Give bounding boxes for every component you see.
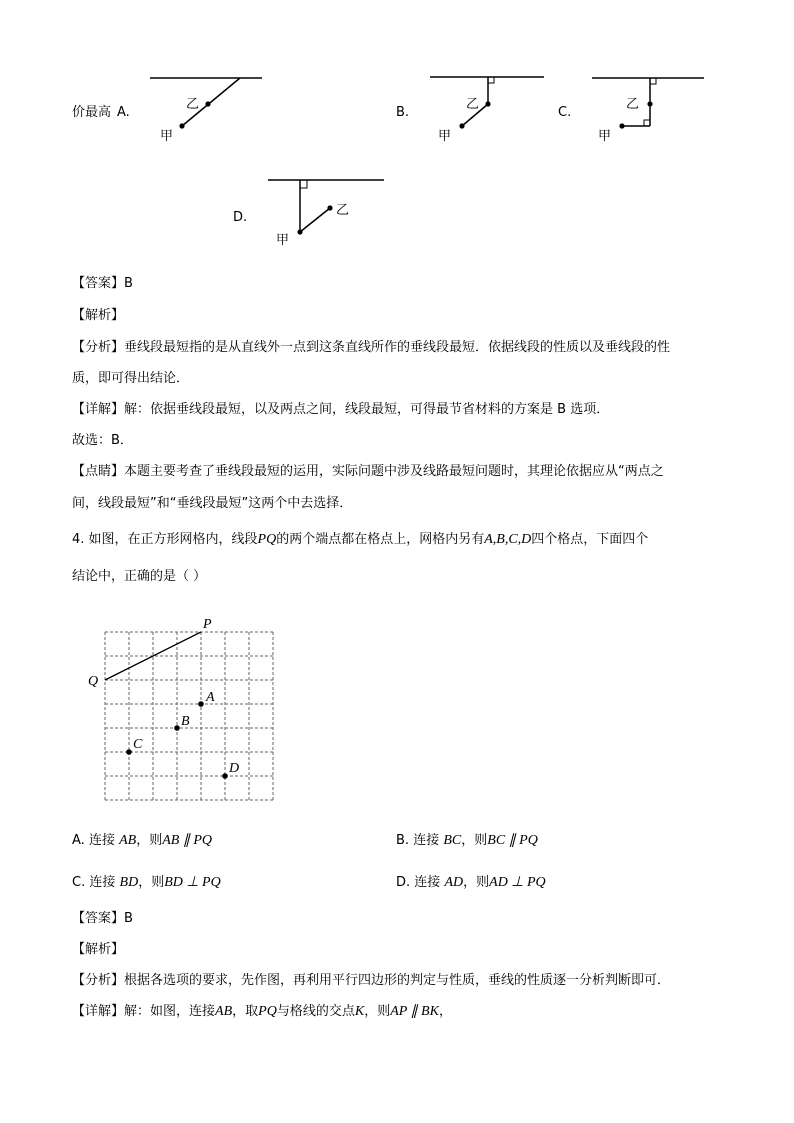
fenxi-tag: 【分析】	[72, 973, 125, 988]
q4-option-c	[72, 876, 221, 890]
option-key: C.	[72, 875, 86, 890]
stem-text: 结论中，正确的是（ ）	[72, 569, 207, 584]
option-seg: AB	[119, 833, 137, 848]
q3-jiexi-tag	[72, 309, 124, 322]
option-text: ，则	[138, 875, 165, 890]
option-text: ，则	[136, 833, 163, 848]
xiangjie-text: 解：如图，连接	[124, 1004, 216, 1019]
option-seg: BD	[119, 875, 139, 890]
q4-option-b	[396, 834, 538, 848]
option-rel: AB ∥ PQ	[162, 833, 212, 848]
jia-label: 甲	[160, 129, 174, 144]
answer-value: B	[124, 911, 133, 926]
yi-label: 乙	[466, 97, 480, 112]
option-rel: BC ∥ PQ	[487, 833, 538, 848]
label-p: P	[203, 617, 212, 632]
option-rel: AD ⊥ PQ	[489, 875, 546, 890]
fenxi-text: 根据各选项的要求，先作图，再利用平行四边形的判定与性质，垂线的性质逐一分析判断即可．	[124, 973, 671, 988]
label-b: B	[181, 714, 190, 729]
stem-text: 4. 如图，在正方形网格内，线段	[72, 532, 258, 547]
option-d-label: D.	[233, 210, 248, 225]
xiangjie-text: ，则	[364, 1004, 391, 1019]
xiangjie-text: ，取	[232, 1004, 259, 1019]
jiexi-tag: 【解析】	[72, 308, 125, 323]
yi-label: 乙	[186, 97, 200, 112]
q4-fenxi-line	[72, 974, 670, 987]
q3-dianjing-line1	[72, 465, 664, 478]
option-key: B.	[396, 833, 410, 848]
option-seg: AD	[444, 875, 464, 890]
q3-answer-line	[72, 277, 133, 290]
math-abcd: A,B,C,D	[484, 532, 532, 547]
math-pq: PQ	[257, 532, 277, 547]
math-pq: PQ	[258, 1004, 277, 1019]
xiangjie-text: ，	[438, 1004, 452, 1019]
option-text: 连接	[88, 833, 115, 848]
dianjing-text: 本题主要考查了垂线段最短的运用，实际问题中涉及线路最短问题时，其理论依据应从“两点之	[124, 464, 664, 479]
fenxi-text: 垂线段最短指的是从直线外一点到这条直线所作的垂线段最短．依据线段的性质以及垂线段的性	[124, 340, 671, 355]
stem-text: 四个格点，下面四个	[531, 532, 649, 547]
option-seg: BC	[443, 833, 462, 848]
figure-option-d	[258, 172, 398, 252]
math-k: K	[354, 1004, 365, 1019]
xiangjie-text: 解：依据垂线段最短，以及两点之间，线段最短，可得最节省材料的方案是 B 选项．	[124, 402, 610, 417]
option-b-label: B.	[396, 105, 410, 120]
q4-answer-line	[72, 912, 133, 925]
figure-option-b	[420, 70, 550, 150]
point-a	[198, 701, 204, 707]
dianjing-tag: 【点睛】	[72, 464, 125, 479]
label-a: A	[206, 690, 215, 705]
xiangjie-text: 与格线的交点	[276, 1004, 355, 1019]
point-c	[126, 749, 132, 755]
option-text: 连接	[413, 833, 440, 848]
figure-option-a	[140, 70, 270, 150]
option-text: ，则	[461, 833, 488, 848]
point-d	[222, 773, 228, 779]
option-prefix: 价最高	[72, 105, 112, 120]
dianjing-text-cont: 间，线段最短”和“垂线段最短”这两个中去选择．	[72, 496, 353, 511]
option-key: A.	[72, 833, 85, 848]
q4-option-a	[72, 834, 212, 848]
guxuan-text: 故选：B．	[72, 433, 133, 448]
stem-text: 的两个端点都在格点上，网格内另有	[276, 532, 485, 547]
answer-tag: 【答案】	[72, 911, 125, 926]
option-key: D.	[396, 875, 411, 890]
q4-stem-line1	[72, 533, 648, 547]
option-text: 连接	[89, 875, 116, 890]
point-b	[174, 725, 180, 731]
q3-xiangjie-line	[72, 403, 609, 416]
option-a-label: A.	[117, 105, 130, 120]
yi-label: 乙	[336, 203, 350, 218]
q3-fenxi-line2	[72, 372, 189, 385]
jia-label: 甲	[438, 129, 452, 144]
q4-grid-figure	[80, 612, 290, 812]
label-d: D	[229, 761, 240, 776]
q3-dianjing-line2	[72, 497, 352, 510]
xiangjie-tag: 【详解】	[72, 1004, 125, 1019]
jiexi-tag: 【解析】	[72, 942, 125, 957]
math-rel: AP ∥ BK	[390, 1004, 439, 1019]
option-text: ，则	[463, 875, 490, 890]
option-text: 连接	[414, 875, 441, 890]
label-q: Q	[88, 674, 99, 689]
q4-stem-line2	[72, 570, 206, 583]
yi-label: 乙	[626, 97, 640, 112]
label-c: C	[133, 737, 143, 752]
q4-option-d	[396, 876, 546, 890]
option-c-label: C.	[558, 105, 572, 120]
figure-option-c	[582, 70, 712, 150]
math-ab: AB	[215, 1004, 233, 1019]
xiangjie-tag: 【详解】	[72, 402, 125, 417]
q3-guxuan-line	[72, 434, 133, 447]
jia-label: 甲	[276, 233, 290, 248]
answer-tag: 【答案】	[72, 276, 125, 291]
fenxi-text-cont: 质，即可得出结论．	[72, 371, 190, 386]
q4-jiexi-tag	[72, 943, 124, 956]
q4-xiangjie-line	[72, 1005, 452, 1019]
answer-value: B	[124, 276, 133, 291]
option-rel: BD ⊥ PQ	[164, 875, 221, 890]
fenxi-tag: 【分析】	[72, 340, 125, 355]
q3-fenxi-line1	[72, 341, 670, 354]
jia-label: 甲	[598, 129, 612, 144]
